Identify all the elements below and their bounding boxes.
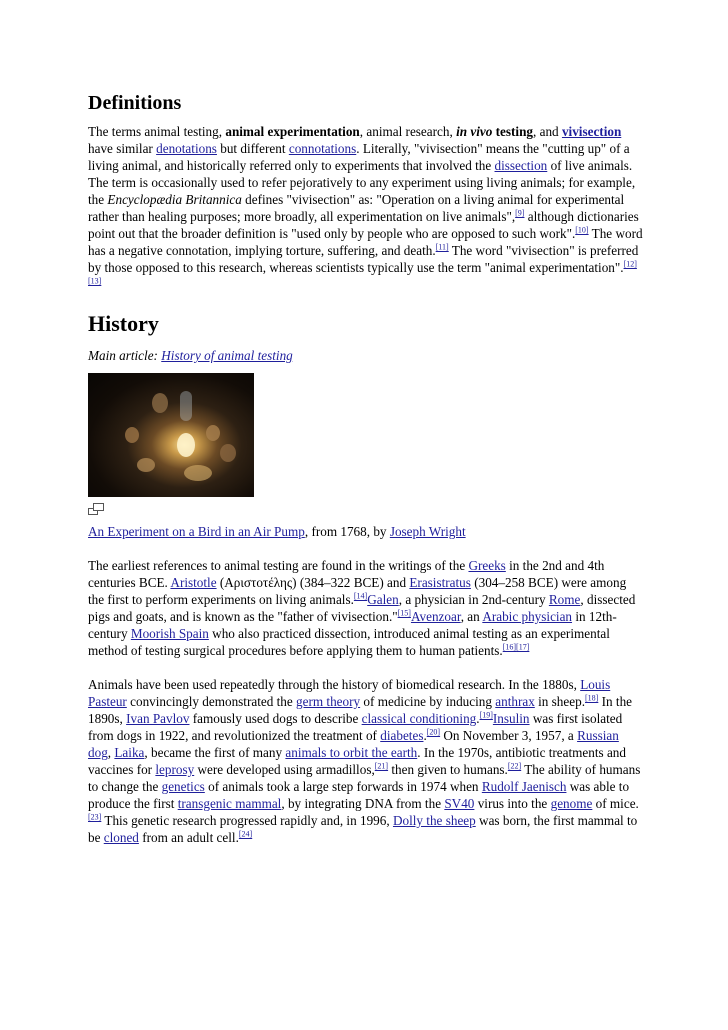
section-heading-definitions: Definitions bbox=[88, 92, 182, 114]
italic-title: Encyclopædia Britannica bbox=[107, 192, 242, 207]
magnify-icon[interactable] bbox=[88, 502, 644, 520]
ref-link[interactable]: [20] bbox=[426, 727, 441, 737]
text: was able to produce the first bbox=[88, 779, 630, 811]
link-germ-theory[interactable]: germ theory bbox=[296, 694, 361, 709]
main-article-label: Main article: bbox=[88, 348, 162, 363]
link-insulin[interactable]: Insulin bbox=[492, 711, 530, 726]
text: defines "vivisection" as: "Operation on a living animal for experimental rather than healing purposes; more broadly, all experimentation on live animals", bbox=[88, 192, 625, 224]
link-rome[interactable]: Rome bbox=[548, 592, 581, 607]
text: . bbox=[476, 711, 480, 726]
ref-link[interactable]: [15] bbox=[397, 608, 411, 618]
bold-term: animal experimentation bbox=[225, 124, 360, 139]
ref-link[interactable]: [18] bbox=[585, 693, 599, 703]
link-dolly-the-sheep[interactable]: Dolly the sheep bbox=[392, 813, 476, 828]
text: . In the 1970s, antibiotic treatments and vaccines for bbox=[88, 745, 626, 777]
link-cloned[interactable]: cloned bbox=[103, 830, 139, 845]
link-joseph-wright[interactable]: Joseph Wright bbox=[389, 524, 466, 539]
text: in the 2nd and 4th centuries BCE. bbox=[88, 558, 605, 590]
link-louis-pasteur[interactable]: Louis Pasteur bbox=[88, 677, 611, 709]
link-history-of-animal-testing[interactable]: History of animal testing bbox=[161, 348, 293, 363]
text: The word "vivisection" is preferred by those opposed to this research, whereas scientists typically use the term "animal experimentation". bbox=[88, 243, 639, 275]
text: , and bbox=[533, 124, 562, 139]
text: of medicine by inducing bbox=[360, 694, 496, 709]
link-russian-dog[interactable]: Russian dog bbox=[88, 728, 619, 760]
text: convincingly demonstrated the bbox=[126, 694, 297, 709]
link-transgenic-mammal[interactable]: transgenic mammal bbox=[177, 796, 282, 811]
text: The earliest references to animal testing are found in the writings of the bbox=[88, 558, 469, 573]
painting-thumbnail[interactable] bbox=[88, 373, 254, 497]
text: , from 1768, by bbox=[304, 524, 390, 539]
link-genetics[interactable]: genetics bbox=[161, 779, 205, 794]
text: , by integrating DNA from the bbox=[281, 796, 445, 811]
ref-link[interactable]: [9] bbox=[515, 208, 525, 218]
text: (304–258 BCE) were among the first to perform experiments on living animals. bbox=[88, 575, 627, 607]
text: famously used dogs to describe bbox=[189, 711, 362, 726]
history-paragraph-1 bbox=[88, 557, 644, 659]
text: in 12th-century bbox=[88, 609, 617, 641]
text: was first isolated from dogs in 1922, and revolutionized the treatment of bbox=[88, 711, 623, 743]
magnify-icon-graphic bbox=[88, 503, 104, 515]
text: from an adult cell. bbox=[138, 830, 239, 845]
link-arabic-physician[interactable]: Arabic physician bbox=[482, 609, 573, 624]
ref-link[interactable]: [23] bbox=[88, 812, 102, 822]
text: On November 3, 1957, a bbox=[440, 728, 578, 743]
text: , dissected pigs and goats, and is known as the "father of vivisection." bbox=[88, 592, 636, 624]
history-paragraph-2 bbox=[88, 676, 644, 846]
text: of mice. bbox=[592, 796, 639, 811]
link-dissection[interactable]: dissection bbox=[494, 158, 548, 173]
text: The ability of humans to change the bbox=[88, 762, 641, 794]
text: although dictionaries point out that the broader definition is "used only by people who are opposed to such work". bbox=[88, 209, 639, 241]
text: in sheep. bbox=[534, 694, 585, 709]
text: of animals took a large step forwards in 1974 when bbox=[204, 779, 482, 794]
text: . bbox=[423, 728, 427, 743]
text: virus into the bbox=[474, 796, 551, 811]
link-ivan-pavlov[interactable]: Ivan Pavlov bbox=[126, 711, 190, 726]
link-galen[interactable]: Galen bbox=[367, 592, 399, 607]
article-body bbox=[88, 90, 644, 846]
link-laika[interactable]: Laika bbox=[114, 745, 145, 760]
text: , bbox=[107, 745, 115, 760]
section-heading-history: History bbox=[88, 311, 159, 336]
text: then given to humans. bbox=[388, 762, 508, 777]
link-classical-conditioning[interactable]: classical conditioning bbox=[361, 711, 477, 726]
ref-link[interactable]: [14] bbox=[353, 591, 368, 601]
link-leprosy[interactable]: leprosy bbox=[155, 762, 195, 777]
ref-link[interactable]: [24] bbox=[238, 829, 253, 839]
text: In the 1890s, bbox=[88, 694, 633, 726]
link-diabetes[interactable]: diabetes bbox=[380, 728, 424, 743]
link-denotations[interactable]: denotations bbox=[156, 141, 217, 156]
text: who also practiced dissection, introduced animal testing as an experimental method of testing surgical procedures before applying them to human patients. bbox=[88, 626, 610, 658]
text: of live animals. The term is occasionally used to refer pejoratively to any experiment using living animals; for example, the bbox=[88, 158, 636, 207]
text: This genetic research progressed rapidly and, in 1996, bbox=[101, 813, 393, 828]
text: Animals have been used repeatedly through the history of biomedical research. In the 1880s, bbox=[88, 677, 581, 692]
bold-italic-term: in vivo bbox=[456, 124, 493, 139]
main-article-note bbox=[88, 347, 644, 364]
text: , became the first of many bbox=[144, 745, 286, 760]
bold-term: testing bbox=[492, 124, 534, 139]
ref-link[interactable]: [10] bbox=[575, 225, 589, 235]
ref-link[interactable]: [13] bbox=[88, 276, 102, 286]
link-avenzoar[interactable]: Avenzoar bbox=[410, 609, 461, 624]
text: The word has a negative connotation, implying torture, suffering, and death. bbox=[88, 226, 643, 258]
link-painting-title[interactable]: An Experiment on a Bird in an Air Pump bbox=[88, 524, 305, 539]
link-genome[interactable]: genome bbox=[550, 796, 593, 811]
link-anthrax[interactable]: anthrax bbox=[495, 694, 535, 709]
link-vivisection[interactable]: vivisection bbox=[561, 124, 622, 139]
text: was born, the first mammal to be bbox=[88, 813, 638, 845]
link-aristotle[interactable]: Aristotle bbox=[170, 575, 217, 590]
text: , a physician in 2nd-century bbox=[398, 592, 549, 607]
painting-image bbox=[88, 373, 254, 497]
ref-link[interactable]: [21] bbox=[374, 761, 389, 771]
link-animals-in-space[interactable]: animals to orbit the earth bbox=[285, 745, 418, 760]
text: but different bbox=[216, 141, 289, 156]
text: The terms animal testing, bbox=[88, 124, 226, 139]
link-sv40[interactable]: SV40 bbox=[444, 796, 475, 811]
ref-link[interactable]: [16] bbox=[502, 642, 517, 652]
ref-link[interactable]: [12] bbox=[623, 259, 637, 269]
link-moorish-spain[interactable]: Moorish Spain bbox=[130, 626, 209, 641]
definitions-paragraph bbox=[88, 123, 644, 293]
text: , animal research, bbox=[359, 124, 457, 139]
figure-caption bbox=[88, 523, 644, 540]
ref-link[interactable]: [17] bbox=[516, 642, 530, 652]
text: have similar bbox=[88, 141, 157, 156]
text: (Αριστοτέλης) (384–322 BCE) and bbox=[216, 575, 410, 590]
text: were developed using armadillos, bbox=[194, 762, 375, 777]
link-greeks[interactable]: Greeks bbox=[468, 558, 506, 573]
ref-link[interactable]: [22] bbox=[507, 761, 522, 771]
text: . Literally, "vivisection" means the "cutting up" of a living animal, and historically referred only to experiments that involved the bbox=[88, 141, 630, 173]
link-erasistratus[interactable]: Erasistratus bbox=[409, 575, 471, 590]
ref-link[interactable]: [19] bbox=[479, 710, 493, 720]
link-rudolf-jaenisch[interactable]: Rudolf Jaenisch bbox=[481, 779, 567, 794]
text: , an bbox=[460, 609, 483, 624]
figure bbox=[88, 373, 644, 540]
link-connotations[interactable]: connotations bbox=[288, 141, 357, 156]
ref-link[interactable]: [11] bbox=[435, 242, 449, 252]
